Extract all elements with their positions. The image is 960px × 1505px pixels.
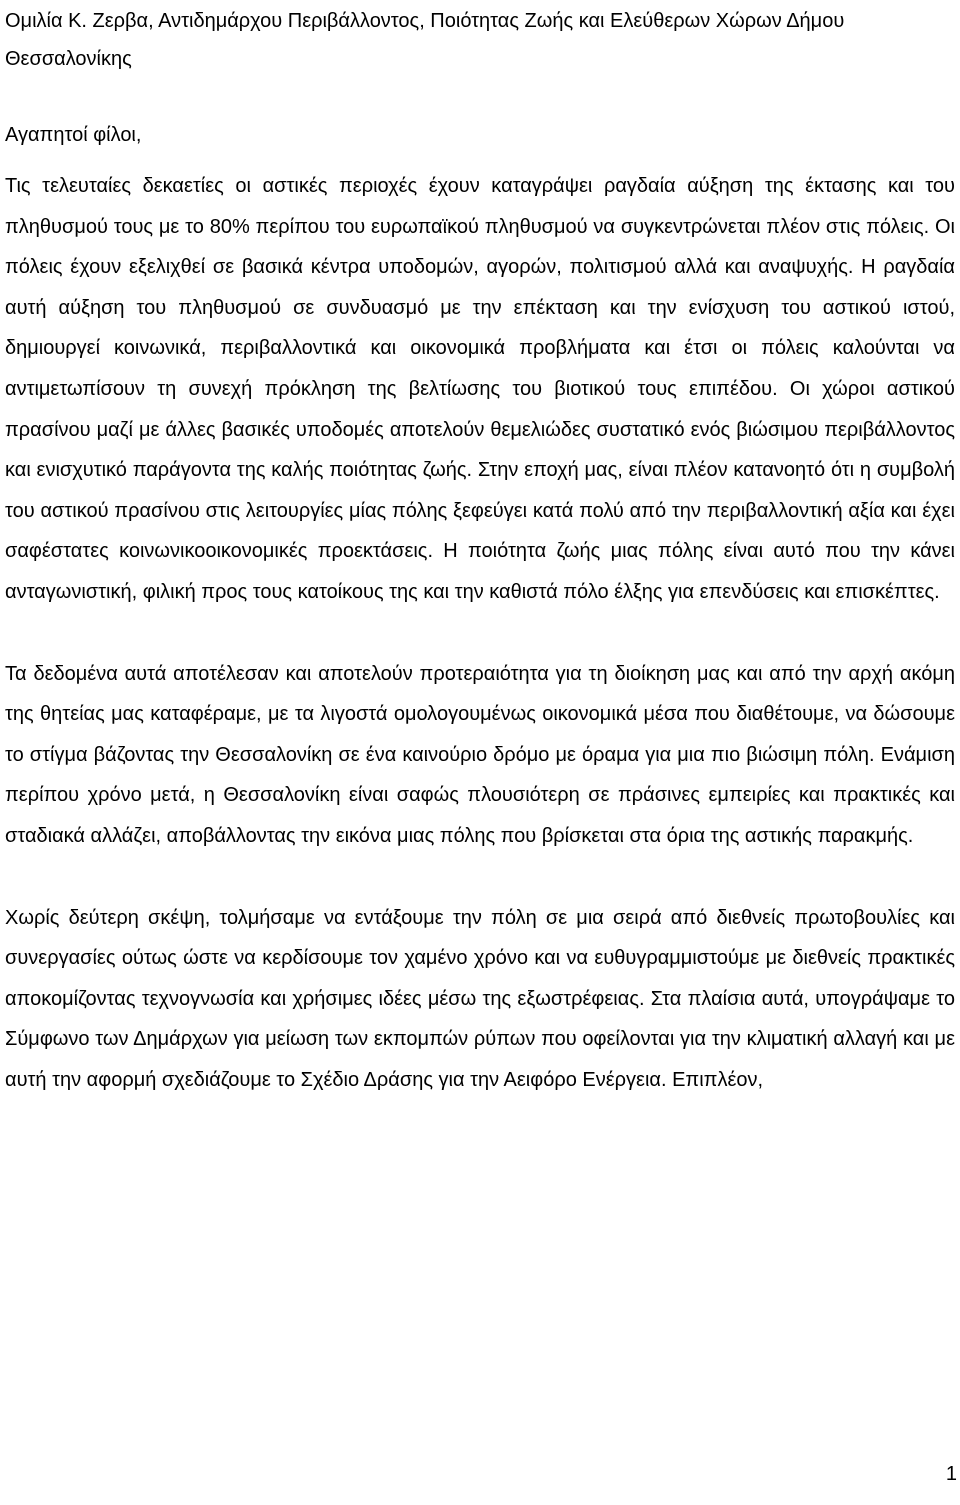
paragraph-3: Χωρίς δεύτερη σκέψη, τολμήσαμε να εντάξουμε την πόλη σε μια σειρά από διεθνείς πρωτοβουλίες και συνεργασίες ούτως ώστε να κερδίσουμε τον χαμένο χρόνο και να ευθυγραμμιστούμε με διεθνείς πρακτικές αποκομίζοντας τεχνογνωσία και χρήσιμες ιδέες μέσω της εξωστρέφειας. Στα πλαίσια αυτά, υπογράψαμε το Σύμφωνο των Δημάρχων για μείωση των εκπομπών ρύπων που οφείλονται για την κλιματική αλλαγή και με αυτή την αφορμή σχεδιάζουμε το Σχέδιο Δράσης για την Αειφόρο Ενέργεια. Επιπλέον, [5,906,955,1091]
salutation: Αγαπητοί φίλοι, [5,124,142,146]
document-title: Ομιλία Κ. Ζερβα, Αντιδημάρχου Περιβάλλοντος, Ποιότητας Ζωής και Ελεύθερων Χώρων Δήμου Θεσσαλονίκης [5,10,845,70]
paragraph-2: Τα δεδομένα αυτά αποτέλεσαν και αποτελούν προτεραιότητα για τη διοίκηση μας και από την αρχή ακόμη της θητείας μας καταφέραμε, με τα λιγοστά ομολογουμένως οικονομικά μέσα που διαθέτουμε, να δώσουμε το στίγμα βάζοντας την Θεσσαλονίκη σε ένα καινούριο δρόμο με όραμα για μια πιο βιώσιμη πόλη. Ενάμιση περίπου χρόνο μετά, η Θεσσαλονίκη είναι σαφώς πλουσιότερη σε πράσινες εμπειρίες και πρακτικές και σταδιακά αλλάζει, αποβάλλοντας την εικόνα μιας πόλης που βρίσκεται στα όρια της αστικής παρακμής. [5,662,955,847]
page-number: 1 [945,1463,957,1485]
paragraph-1: Τις τελευταίες δεκαετίες οι αστικές περιοχές έχουν καταγράψει ραγδαία αύξηση της έκτασης και του πληθυσμού τους με το 80% περίπου του ευρωπαϊκού πληθυσμού να συγκεντρώνεται πλέον στις πόλεις. Οι πόλεις έχουν εξελιχθεί σε βασικά κέντρα υποδομών, αγορών, πολιτισμού αλλά και αναψυχής. Η ραγδαία αυτή αύξηση του πληθυσμού σε συνδυασμό με την επέκταση και την ενίσχυση του αστικού ιστού, δημιουργεί κοινωνικά, περιβαλλοντικά και οικονομικά προβλήματα και έτσι οι πόλεις καλούνται να αντιμετωπίσουν τη συνεχή πρόκληση της βελτίωσης του βιοτικού τους επιπέδου. Οι χώροι αστικού πρασίνου μαζί με άλλες βασικές υποδομές αποτελούν θεμελιώδες συστατικό ενός βιώσιμου περιβάλλοντος και ενισχυτικό παράγοντα της καλής ποιότητας ζωής. Στην εποχή μας, είναι πλέον κατανοητό ότι η συμβολή του αστικού πρασίνου στις λειτουργίες μίας πόλης ξεφεύγει κατά πολύ από την περιβαλλοντική αξία και έχει σαφέστατες κοινωνικοοικονομικές προεκτάσεις. Η ποιότητα ζωής μιας πόλης είναι αυτό που την κάνει ανταγωνιστική, φιλική προς τους κατοίκους της και την καθιστά πόλο έλξης για επενδύσεις και επισκέπτες. [5,175,955,603]
